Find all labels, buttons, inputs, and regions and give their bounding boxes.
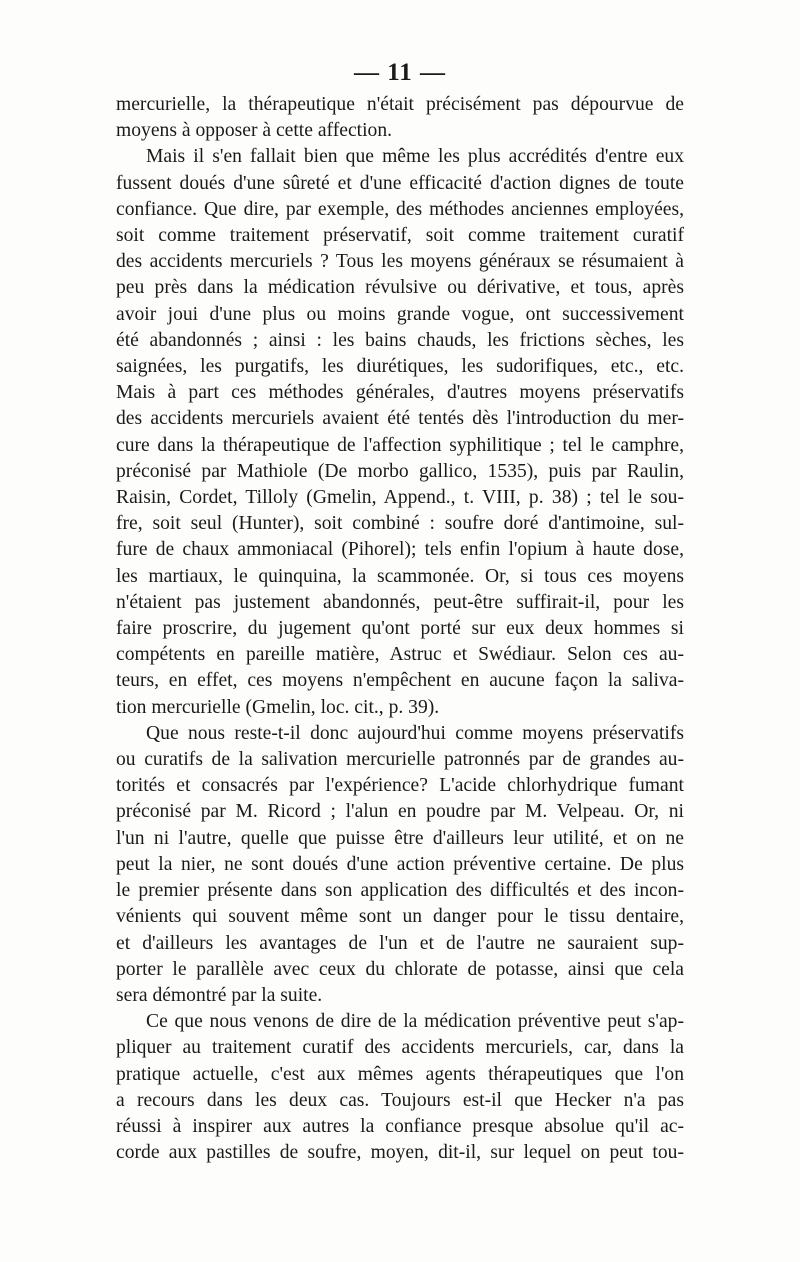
text-line: les martiaux, le quinquina, la scammonée. Or, si tous ces moyens	[116, 565, 684, 587]
page-number: — 11 —	[353, 59, 447, 86]
text-line: des accidents mercuriels avaient été tentés dès l'introduction du mer-	[116, 408, 684, 430]
text-line: mercurielle, la thérapeutique n'était précisément pas dépourvue de	[116, 94, 684, 115]
text-line: fre, soit seul (Hunter), soit combiné : soufre doré d'antimoine, sul-	[116, 513, 684, 535]
text-line: réussi à inspirer aux autres la confiance presque absolue qu'il ac-	[116, 1115, 684, 1137]
text-line: torités et consacrés par l'expérience? L'acide chlorhydrique fumant	[116, 775, 684, 797]
text-line: corde aux pastilles de soufre, moyen, dit-il, sur lequel on peut tou-	[116, 1142, 684, 1164]
text-line: compétents en pareille matière, Astruc et Swédiaur. Selon ces au-	[116, 644, 684, 666]
text-line: et d'ailleurs les avantages de l'un et de l'autre ne sauraient sup-	[116, 932, 684, 954]
text-line: ou curatifs de la salivation mercurielle patronnés par de grandes au-	[116, 749, 684, 771]
text-line: sera démontré par la suite.	[116, 984, 323, 1006]
text-line: des accidents mercuriels ? Tous les moyens généraux se résumaient à	[116, 251, 684, 273]
text-line: Mais à part ces méthodes générales, d'autres moyens préservatifs	[116, 382, 684, 404]
text-line: moyens à opposer à cette affection.	[116, 120, 393, 142]
text-line: Mais il s'en fallait bien que même les plus accrédités d'entre eux	[146, 146, 684, 168]
text-line: porter le parallèle avec ceux du chlorate de potasse, ainsi que cela	[116, 958, 684, 980]
text-line: avoir joui d'une plus ou moins grande vogue, ont successivement	[116, 303, 684, 325]
text-line: l'un ni l'autre, quelle que puisse être d'ailleurs leur utilité, et on ne	[116, 827, 684, 849]
text-line: teurs, en effet, ces moyens n'empêchent en aucune façon la saliva-	[116, 670, 684, 692]
text-line: a recours dans les deux cas. Toujours est-il que Hecker n'a pas	[116, 1089, 684, 1111]
text-line: fussent doués d'une sûreté et d'une efficacité d'action dignes de toute	[116, 172, 684, 194]
text-line: préconisé par Mathiole (De morbo gallico, 1535), puis par Raulin,	[116, 460, 684, 482]
text-line: faire proscrire, du jugement qu'ont porté sur eux deux hommes si	[116, 618, 684, 640]
body-text	[116, 92, 684, 1166]
text-line: préconisé par M. Ricord ; l'alun en poudre par M. Velpeau. Or, ni	[116, 801, 684, 823]
text-line: soit comme traitement préservatif, soit comme traitement curatif	[116, 225, 684, 247]
text-line: Que nous reste-t-il donc aujourd'hui comme moyens préservatifs	[146, 722, 684, 744]
text-line: pliquer au traitement curatif des accidents mercuriels, car, dans la	[116, 1037, 684, 1059]
text-line: vénients qui souvent même sont un danger pour le tissu dentaire,	[116, 906, 684, 928]
text-line: saignées, les purgatifs, les diurétiques, les sudorifiques, etc., etc.	[116, 356, 684, 378]
text-line: cure dans la thérapeutique de l'affection syphilitique ; tel le camphre,	[116, 434, 684, 456]
text-line: n'étaient pas justement abandonnés, peut-être suffirait-il, pour les	[116, 591, 684, 613]
text-line: tion mercurielle (Gmelin, loc. cit., p. 39).	[116, 696, 440, 718]
text-line: le premier présente dans son application des difficultés et des incon-	[116, 880, 684, 902]
text-line: été abandonnés ; ainsi : les bains chauds, les frictions sèches, les	[116, 329, 684, 351]
text-line: peut la nier, ne sont doués d'une action préventive certaine. De plus	[116, 853, 684, 875]
text-line: confiance. Que dire, par exemple, des méthodes anciennes employées,	[116, 198, 684, 220]
text-line: Ce que nous venons de dire de la médication préventive peut s'ap-	[146, 1011, 684, 1033]
text-line: peu près dans la médication révulsive ou dérivative, et tous, après	[116, 277, 684, 299]
text-line: pratique actuelle, c'est aux mêmes agents thérapeutiques que l'on	[116, 1063, 684, 1085]
text-line: fure de chaux ammoniacal (Pihorel); tels enfin l'opium à haute dose,	[116, 539, 684, 561]
text-line: Raisin, Cordet, Tilloly (Gmelin, Append., t. VIII, p. 38) ; tel le sou-	[116, 487, 684, 509]
